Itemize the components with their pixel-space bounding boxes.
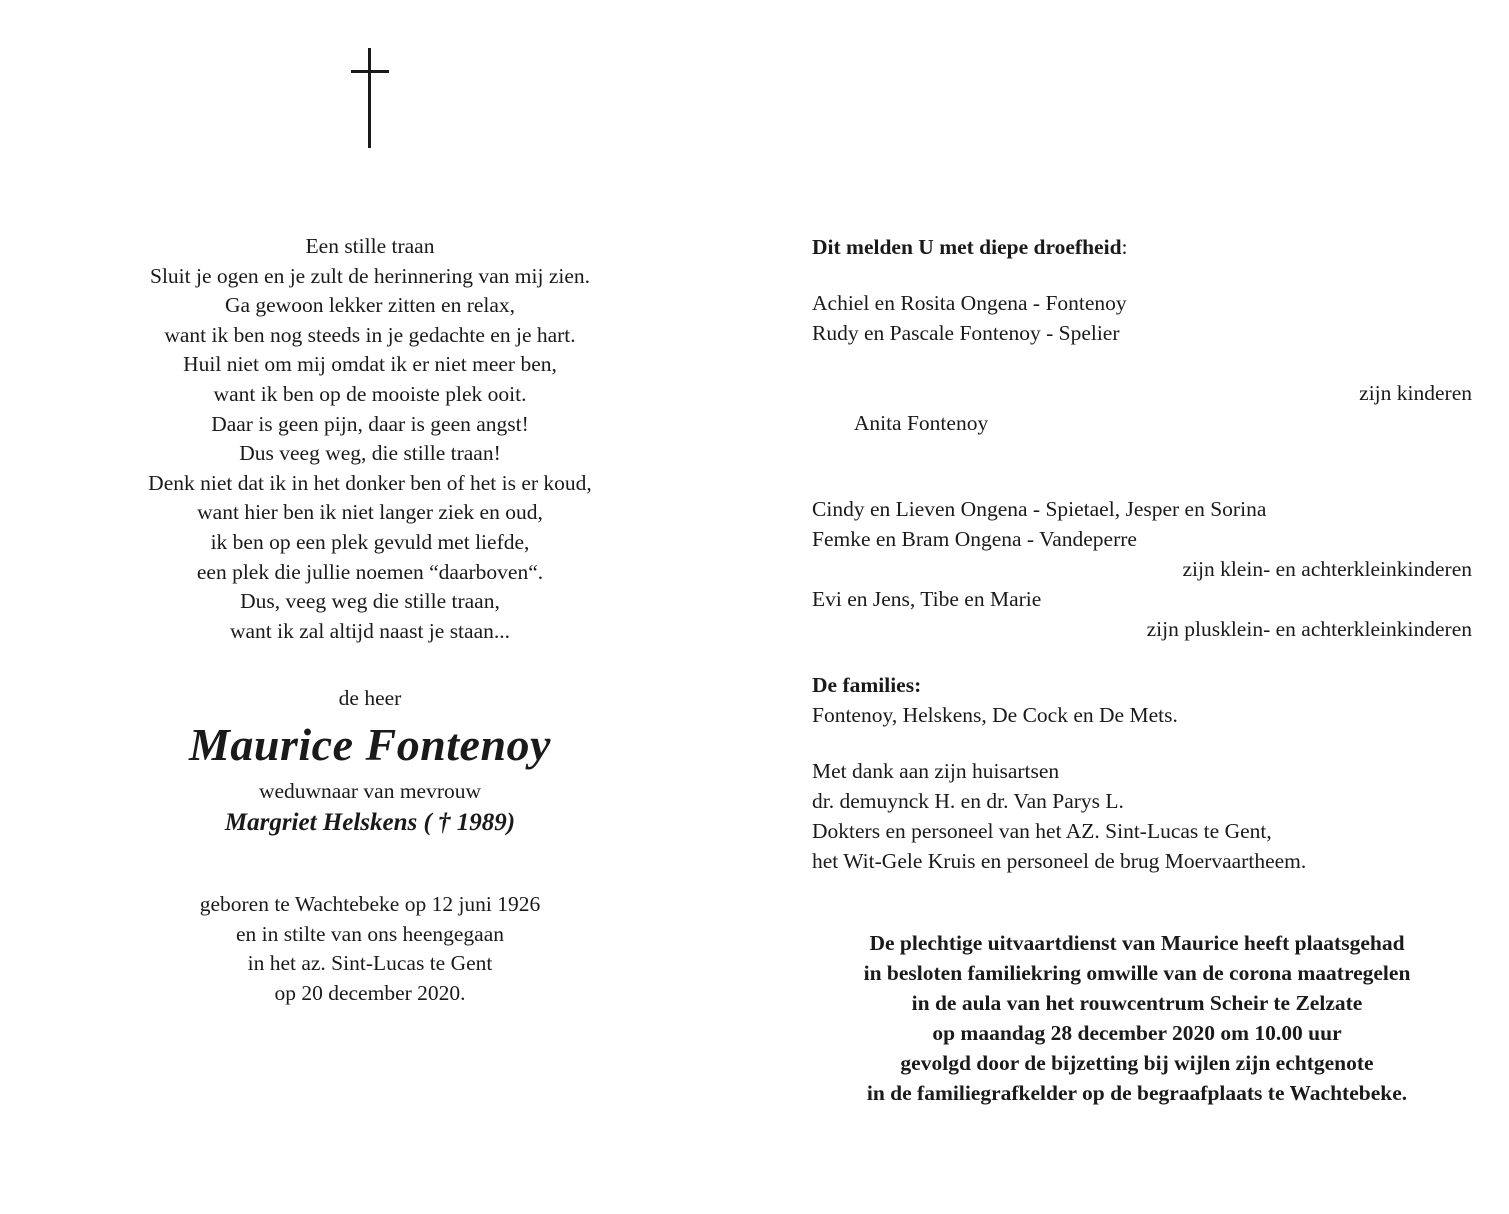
families-heading: De families: — [812, 673, 922, 697]
children-block — [812, 288, 1472, 468]
service-line: gevolgd door de bijzetting bij wijlen zijn echtgenote — [900, 1051, 1374, 1075]
poem-line: Dus, veeg weg die stille traan, — [240, 589, 500, 614]
announcement-heading-bold: Dit melden U met diepe droefheid — [812, 235, 1122, 259]
death-date-line: op 20 december 2020. — [274, 980, 466, 1005]
thanks-line: dr. demuynck H. en dr. Van Parys L. — [812, 789, 1124, 813]
stepgrandchildren-label: zijn plusklein- en achterkleinkinderen — [1146, 617, 1472, 641]
service-line: De plechtige uitvaartdienst van Maurice heeft plaatsgehad — [869, 931, 1405, 955]
thanks-line: Met dank aan zijn huisartsen — [812, 759, 1060, 783]
cross-horizontal-bar — [351, 70, 389, 73]
grandchildren-block — [812, 494, 1472, 644]
poem-line: want hier ben ik niet langer ziek en oud, — [197, 500, 543, 525]
child-line: Rudy en Pascale Fontenoy - Spelier — [812, 321, 1120, 345]
families-list: Fontenoy, Helskens, De Cock en De Mets. — [812, 703, 1178, 727]
poem-line: Ga gewoon lekker zitten en relax, — [224, 293, 516, 318]
deceased-name: Maurice Fontenoy — [189, 719, 551, 771]
poem-block — [60, 232, 680, 646]
spouse-name: Margriet Helskens ( † 1989) — [224, 809, 516, 837]
service-line: in de familiegrafkelder op de begraafplaats te Wachtebeke. — [866, 1081, 1408, 1105]
cross-vertical-bar — [368, 48, 371, 148]
passing-line: en in stilte van ons heengegaan — [235, 921, 505, 946]
poem-line: Denk niet dat ik in het donker ben of het is er koud, — [148, 470, 592, 495]
children-label: zijn kinderen — [1359, 381, 1472, 405]
thanks-block — [812, 756, 1472, 876]
birth-line: geboren te Wachtebeke op 12 juni 1926 — [199, 892, 541, 917]
widower-label: weduwnaar van mevrouw — [258, 779, 482, 804]
left-column — [60, 232, 680, 1008]
poem-line: Een stille traan — [305, 234, 435, 258]
place-line: in het az. Sint-Lucas te Gent — [247, 951, 493, 976]
poem-line: Sluit je ogen en je zult de herinnering van mij zien. — [149, 263, 591, 288]
service-details-block — [812, 928, 1462, 1108]
announcement-heading — [812, 232, 1472, 262]
poem-line: Dus veeg weg, die stille traan! — [239, 441, 501, 466]
child-line: Achiel en Rosita Ongena - Fontenoy — [812, 291, 1127, 315]
thanks-line: Dokters en personeel van het AZ. Sint-Lucas te Gent, — [812, 819, 1272, 843]
announcement-heading-colon: : — [1121, 235, 1128, 259]
poem-line: want ik ben op de mooiste plek ooit. — [213, 381, 527, 406]
stepgrandchild-line: Evi en Jens, Tibe en Marie — [812, 587, 1042, 611]
cross-icon — [340, 48, 400, 148]
poem-line: Daar is geen pijn, daar is geen angst! — [211, 411, 529, 436]
poem-line: want ik zal altijd naast je staan... — [229, 618, 510, 643]
child-line: Anita Fontenoy — [853, 411, 989, 435]
poem-line: een plek die jullie noemen “daarboven“. — [196, 559, 544, 584]
service-line: in de aula van het rouwcentrum Scheir te Zelzate — [911, 991, 1363, 1015]
poem-line: Huil niet om mij omdat ik er niet meer ben, — [183, 352, 557, 377]
service-line: op maandag 28 december 2020 om 10.00 uur — [932, 1021, 1342, 1045]
child-line-with-label — [812, 348, 1472, 468]
poem-line: ik ben op een plek gevuld met liefde, — [210, 529, 530, 554]
birth-death-block — [60, 890, 680, 1008]
right-column — [812, 232, 1472, 1108]
service-line: in besloten familiekring omwille van de corona maatregelen — [863, 961, 1411, 985]
grandchild-line: Cindy en Lieven Ongena - Spietael, Jesper en Sorina — [812, 497, 1267, 521]
thanks-line: het Wit-Gele Kruis en personeel de brug Moervaartheem. — [812, 849, 1307, 873]
honorific: de heer — [338, 686, 402, 711]
poem-line: want ik ben nog steeds in je gedachte en je hart. — [164, 322, 576, 347]
grandchildren-label: zijn klein- en achterkleinkinderen — [1182, 557, 1472, 581]
families-block — [812, 670, 1472, 730]
grandchild-line: Femke en Bram Ongena - Vandeperre — [812, 527, 1137, 551]
